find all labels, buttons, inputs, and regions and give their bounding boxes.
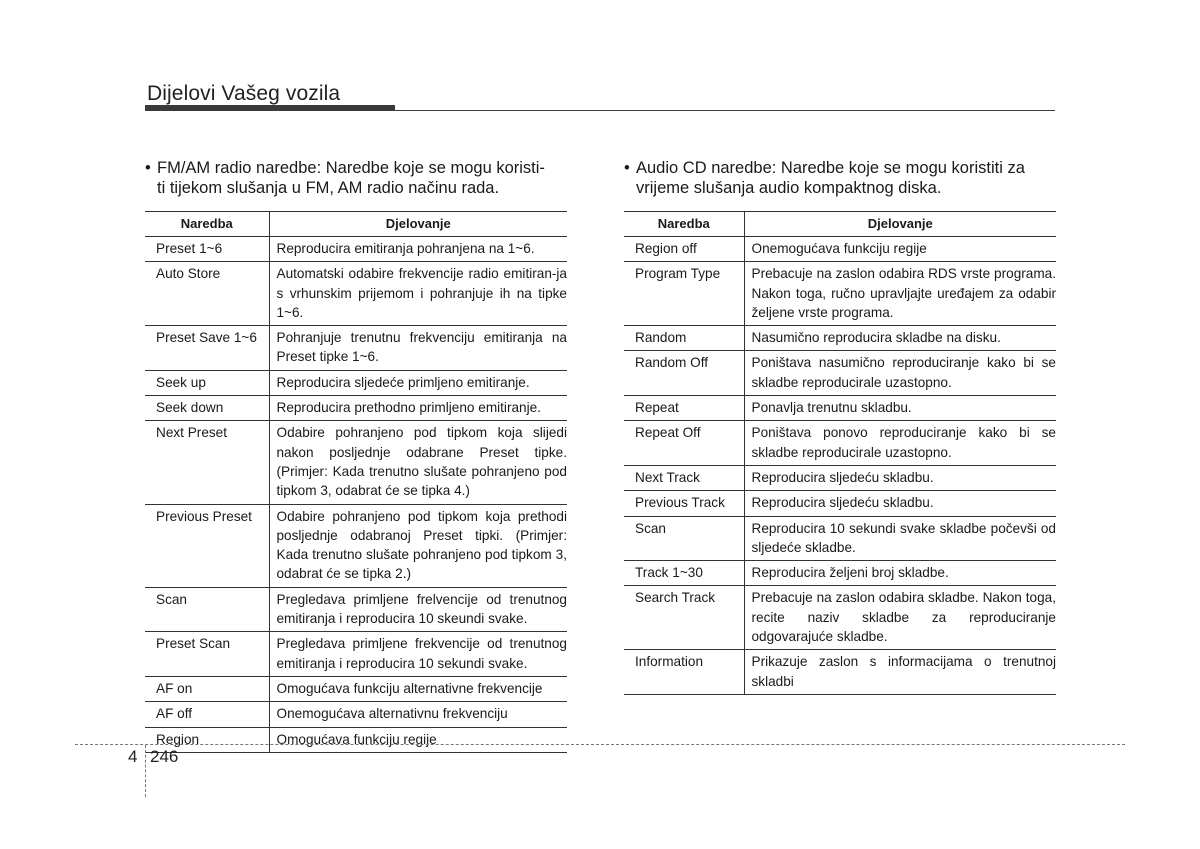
table-row — [624, 561, 1056, 586]
command-name: Repeat — [624, 396, 744, 421]
column-header-command: Naredba — [145, 212, 269, 237]
audio-cd-intro — [624, 158, 1056, 198]
table-row — [624, 237, 1056, 262]
audio-cd-intro-line-1: Audio CD naredbe: Naredbe koje se mogu koristiti za — [636, 159, 1025, 177]
command-name: Preset 1~6 — [145, 237, 269, 262]
command-description: Reproducira sljedeće primljeno emitiranje. — [269, 370, 567, 395]
command-description: Prikazuje zaslon s informacijama o trenutnoj skladbi — [744, 650, 1056, 695]
table-row — [624, 351, 1056, 396]
command-name: Random Off — [624, 351, 744, 396]
command-name: Auto Store — [145, 262, 269, 326]
footer-vertical-divider — [145, 745, 146, 797]
command-description: Poništava nasumično reproduciranje kako bi se skladbe reproducirale uzastopno. — [744, 351, 1056, 396]
command-name: Region — [145, 727, 269, 752]
page-title: Dijelovi Vašeg vozila — [147, 82, 341, 105]
command-name: Scan — [624, 516, 744, 561]
table-row — [145, 727, 567, 752]
command-description: Pregledava primljene frelvencije od trenutnog emitiranja i reproducira 10 skeundi svake. — [269, 587, 567, 632]
command-name: Random — [624, 326, 744, 351]
command-description: Ponavlja trenutnu skladbu. — [744, 396, 1056, 421]
command-name: Program Type — [624, 262, 744, 326]
command-name: Previous Preset — [145, 504, 269, 587]
command-name: Preset Scan — [145, 632, 269, 677]
chapter-number: 4 — [128, 747, 138, 766]
fm-am-intro — [145, 158, 567, 198]
table-row — [624, 465, 1056, 490]
command-name: Region off — [624, 237, 744, 262]
fm-am-intro-line-1: FM/AM radio naredbe: Naredbe koje se mogu koristi- — [157, 159, 545, 177]
command-name: Seek up — [145, 370, 269, 395]
table-row — [145, 676, 567, 701]
table-row — [145, 370, 567, 395]
command-description: Odabire pohranjeno pod tipkom koja slijedi nakon posljednje odabrane Preset tipke. (Primjer: Kada trenutno slušate pohranjeno pod tipkom 3, odabrat će se tipka 4.) — [269, 421, 567, 504]
command-description: Pohranjuje trenutnu frekvenciju emitiranja na Preset tipke 1~6. — [269, 326, 567, 371]
command-name: Next Track — [624, 465, 744, 490]
column-header-action: Djelovanje — [744, 212, 1056, 237]
command-name: Seek down — [145, 396, 269, 421]
audio-cd-command-table — [624, 211, 1056, 695]
table-row — [145, 396, 567, 421]
table-row — [624, 421, 1056, 466]
command-description: Reproducira sljedeću skladbu. — [744, 465, 1056, 490]
command-description: Onemogućava funkciju regije — [744, 237, 1056, 262]
command-description: Omogućava funkciju regije — [269, 727, 567, 752]
command-description: Prebacuje na zaslon odabira RDS vrste programa. Nakon toga, ručno upravljajte uređajem za odabir željene vrste programa. — [744, 262, 1056, 326]
command-name: Preset Save 1~6 — [145, 326, 269, 371]
table-row — [624, 396, 1056, 421]
command-description: Nasumično reproducira skladbe na disku. — [744, 326, 1056, 351]
table-row — [624, 516, 1056, 561]
command-name: AF on — [145, 676, 269, 701]
table-row — [145, 504, 567, 587]
command-name: Information — [624, 650, 744, 695]
command-description: Reproducira željeni broj skladbe. — [744, 561, 1056, 586]
command-name: Track 1~30 — [624, 561, 744, 586]
table-row — [145, 421, 567, 504]
column-header-action: Djelovanje — [269, 212, 567, 237]
fm-am-intro-line-2: ti tijekom slušanja u FM, AM radio načinu rada. — [157, 179, 500, 197]
command-name: Scan — [145, 587, 269, 632]
table-row — [145, 702, 567, 727]
command-name: Repeat Off — [624, 421, 744, 466]
command-description: Reproducira 10 sekundi svake skladbe počevši od sljedeće skladbe. — [744, 516, 1056, 561]
header-divider — [145, 110, 1055, 111]
command-description: Prebacuje na zaslon odabira skladbe. Nakon toga, recite naziv skladbe za reproduciranje odgovarajuće skladbe. — [744, 586, 1056, 650]
command-name: AF off — [145, 702, 269, 727]
command-description: Reproducira emitiranja pohranjena na 1~6. — [269, 237, 567, 262]
bullet-icon: • — [624, 159, 630, 177]
command-description: Pregledava primljene frekvencije od trenutnog emitiranja i reproducira 10 sekundi svake. — [269, 632, 567, 677]
bullet-icon: • — [145, 159, 151, 177]
table-row — [624, 650, 1056, 695]
table-row — [145, 632, 567, 677]
command-description: Odabire pohranjeno pod tipkom koja prethodi posljednje odabranoj Preset tipki. (Primjer: Kada trenutno slušate pohranjeno pod tipkom 3, odabrat će se tipka 2.) — [269, 504, 567, 587]
table-row — [624, 262, 1056, 326]
table-row — [145, 587, 567, 632]
command-description: Reproducira sljedeću skladbu. — [744, 491, 1056, 516]
footer-divider — [75, 744, 1125, 745]
table-row — [624, 491, 1056, 516]
audio-cd-column — [624, 158, 1056, 695]
page-number: 246 — [150, 747, 179, 766]
table-row — [624, 586, 1056, 650]
fm-am-command-table — [145, 211, 567, 753]
table-row — [624, 326, 1056, 351]
command-name: Search Track — [624, 586, 744, 650]
audio-cd-intro-line-2: vrijeme slušanja audio kompaktnog diska. — [636, 179, 942, 197]
command-description: Reproducira prethodno primljeno emitiranje. — [269, 396, 567, 421]
command-description: Poništava ponovo reproduciranje kako bi se skladbe reproducirale uzastopno. — [744, 421, 1056, 466]
fm-am-column — [145, 158, 567, 753]
column-header-command: Naredba — [624, 212, 744, 237]
table-row — [145, 262, 567, 326]
command-name: Next Preset — [145, 421, 269, 504]
command-description: Automatski odabire frekvencije radio emitiran-ja s vrhunskim prijemom i pohranjuje ih na tipke 1~6. — [269, 262, 567, 326]
command-description: Omogućava funkciju alternativne frekvencije — [269, 676, 567, 701]
command-description: Onemogućava alternativnu frekvenciju — [269, 702, 567, 727]
table-row — [145, 326, 567, 371]
command-name: Previous Track — [624, 491, 744, 516]
table-header-row — [145, 212, 567, 237]
table-row — [145, 237, 567, 262]
table-header-row — [624, 212, 1056, 237]
